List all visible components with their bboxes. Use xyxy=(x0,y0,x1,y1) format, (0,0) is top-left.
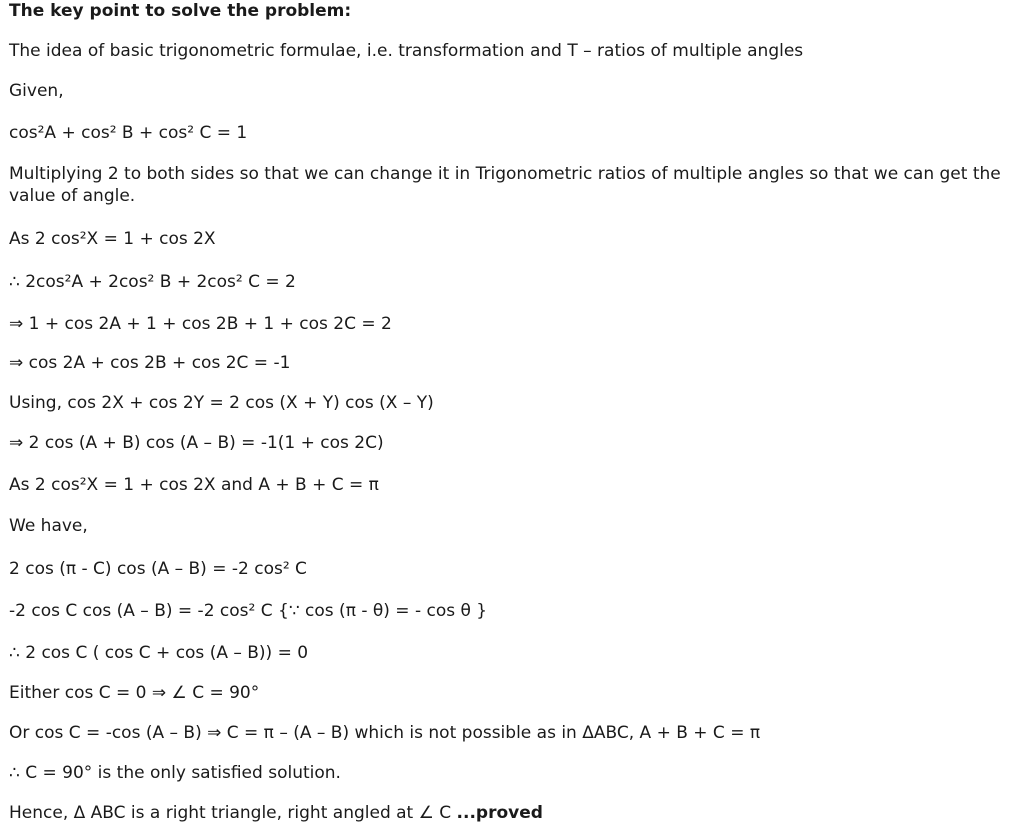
hence-text: Hence, Δ ABC is a right triangle, right angled at ∠ C xyxy=(9,803,457,823)
text-line-intro: The idea of basic trigonometric formulae, i.e. transformation and T – ratios of multiple angles xyxy=(9,41,804,61)
proved-text: ...proved xyxy=(456,803,543,823)
equation-step-2: ⇒ 1 + cos 2A + 1 + cos 2B + 1 + cos 2C = 2 xyxy=(9,314,392,334)
text-line-given: Given, xyxy=(9,81,64,101)
text-line-hence xyxy=(9,802,1014,824)
equation-step-5: As 2 cos²X = 1 + cos 2X and A + B + C = π xyxy=(9,475,379,495)
text-line-multiplying: Multiplying 2 to both sides so that we can change it in Trigonometric ratios of multiple angles so that we can get the value of angle. xyxy=(9,164,1007,206)
equation-step-7: -2 cos C cos (A – B) = -2 cos² C {∵ cos (π - θ) = - cos θ } xyxy=(9,601,488,621)
equation-identity: As 2 cos²X = 1 + cos 2X xyxy=(9,229,216,249)
equation-step-4: ⇒ 2 cos (A + B) cos (A – B) = -1(1 + cos 2C) xyxy=(9,433,384,453)
text-line-or: Or cos C = -cos (A – B) ⇒ C = π – (A – B) which is not possible as in ΔABC, A + B + C = π xyxy=(9,723,761,743)
equation-using: Using, cos 2X + cos 2Y = 2 cos (X + Y) cos (X – Y) xyxy=(9,393,434,413)
equation-step-6: 2 cos (π - C) cos (A – B) = -2 cos² C xyxy=(9,559,307,579)
equation-step-8: ∴ 2 cos C ( cos C + cos (A – B)) = 0 xyxy=(9,643,309,663)
heading: The key point to solve the problem: xyxy=(9,1,352,21)
text-line-either: Either cos C = 0 ⇒ ∠ C = 90° xyxy=(9,683,260,703)
text-line-conclusion: ∴ C = 90° is the only satisfied solution. xyxy=(9,763,341,783)
text-line-we-have: We have, xyxy=(9,516,88,536)
equation-step-1: ∴ 2cos²A + 2cos² B + 2cos² C = 2 xyxy=(9,272,296,292)
equation-given: cos²A + cos² B + cos² C = 1 xyxy=(9,123,248,143)
equation-step-3: ⇒ cos 2A + cos 2B + cos 2C = -1 xyxy=(9,353,291,373)
